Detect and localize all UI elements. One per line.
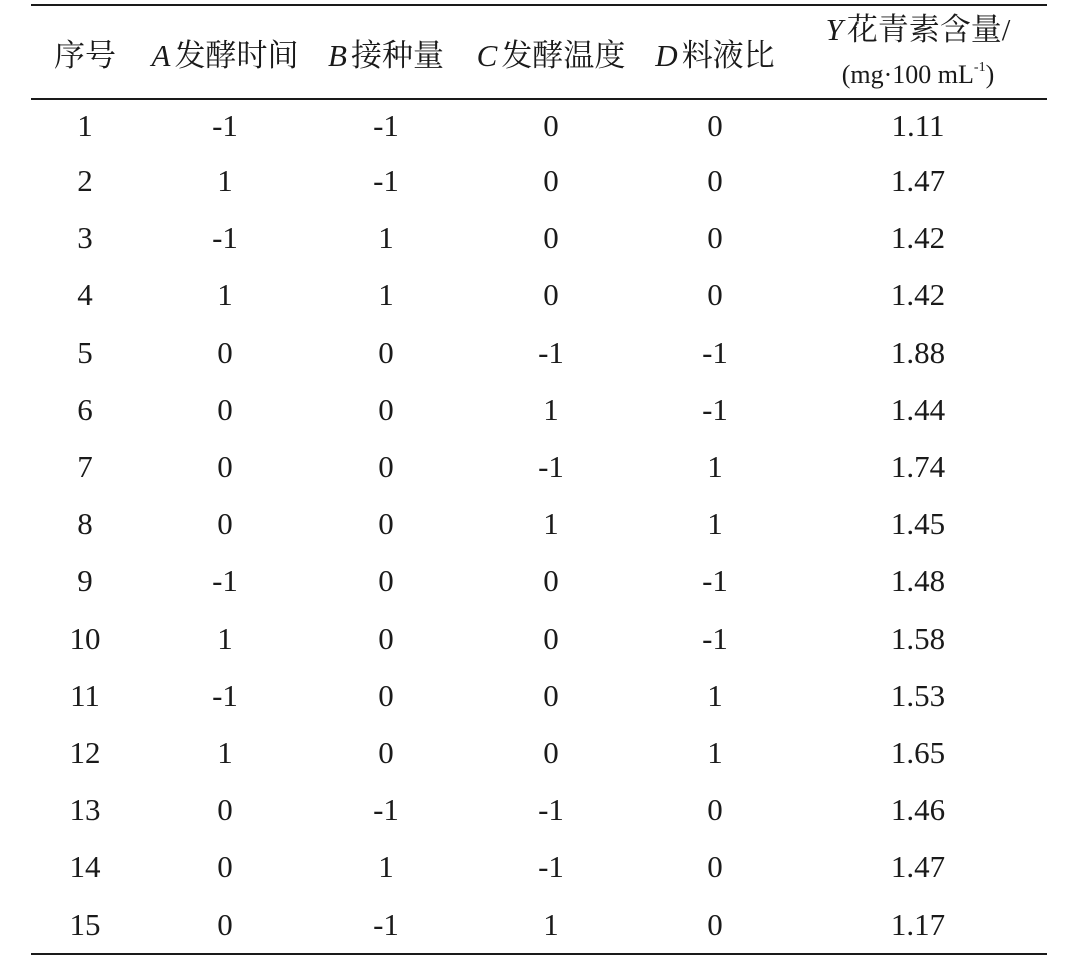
table-row xyxy=(31,267,1047,324)
cell-factor-d: -1 xyxy=(702,391,728,427)
cell-factor-d: 0 xyxy=(707,163,723,199)
cell-response-y: 1.47 xyxy=(890,849,946,885)
cell-response-y: 1.44 xyxy=(890,391,946,427)
cell-factor-b: -1 xyxy=(373,108,399,143)
cell-factor-a: 1 xyxy=(217,163,233,199)
cell-factor-a: -1 xyxy=(212,563,238,599)
cell-index: 11 xyxy=(70,677,100,713)
results-table xyxy=(31,6,1047,98)
cell-index: 15 xyxy=(69,906,101,942)
table-row xyxy=(31,153,1047,210)
cell-factor-d: 1 xyxy=(707,734,723,770)
data-table xyxy=(31,4,1047,955)
cell-factor-c: 1 xyxy=(543,391,559,427)
cell-index: 7 xyxy=(77,449,93,485)
cell-factor-a: 0 xyxy=(217,506,233,542)
cell-factor-c: 0 xyxy=(543,220,559,256)
cell-index: 6 xyxy=(77,391,93,427)
cell-factor-b: 1 xyxy=(378,220,394,256)
cell-factor-a: 0 xyxy=(217,849,233,885)
cell-factor-b: 0 xyxy=(378,391,394,427)
cell-factor-d: 0 xyxy=(707,108,723,143)
cell-factor-a: 0 xyxy=(217,906,233,942)
cell-response-y: 1.46 xyxy=(890,792,946,828)
header-factor-b: B 接种量 xyxy=(328,37,444,73)
header-y-unit: (mg·100 $mL^{-1}$) xyxy=(841,59,995,89)
cell-factor-d: -1 xyxy=(702,620,728,656)
cell-response-y: 1.58 xyxy=(890,620,946,656)
header-index: 序号 xyxy=(54,37,116,73)
cell-factor-c: -1 xyxy=(538,334,564,370)
cell-factor-b: 1 xyxy=(378,849,394,885)
cell-response-y: 1.45 xyxy=(890,506,946,542)
cell-response-y: 1.88 xyxy=(890,334,946,370)
cell-index: 3 xyxy=(77,220,93,256)
cell-factor-c: -1 xyxy=(538,449,564,485)
cell-response-y: 1.48 xyxy=(890,563,946,599)
cell-factor-d: 1 xyxy=(707,506,723,542)
table-row xyxy=(31,324,1047,381)
cell-factor-b: -1 xyxy=(373,163,399,199)
cell-factor-a: 0 xyxy=(217,792,233,828)
table-row xyxy=(31,667,1047,724)
cell-response-y: 1.53 xyxy=(890,677,946,713)
cell-index: 14 xyxy=(69,849,101,885)
cell-index: 2 xyxy=(77,163,93,199)
cell-factor-a: -1 xyxy=(212,108,238,143)
cell-factor-c: 0 xyxy=(543,108,559,143)
cell-index: 8 xyxy=(77,506,93,542)
table-row xyxy=(31,896,1047,953)
cell-response-y: 1.17 xyxy=(890,906,946,942)
cell-factor-b: 1 xyxy=(378,277,394,313)
cell-factor-d: 0 xyxy=(707,906,723,942)
cell-factor-c: 1 xyxy=(543,906,559,942)
cell-factor-d: 0 xyxy=(707,220,723,256)
cell-factor-c: 0 xyxy=(543,677,559,713)
cell-factor-b: -1 xyxy=(373,906,399,942)
cell-index: 9 xyxy=(77,563,93,599)
cell-factor-a: -1 xyxy=(212,220,238,256)
cell-response-y: 1.65 xyxy=(890,734,946,770)
cell-factor-a: 1 xyxy=(217,734,233,770)
cell-factor-a: 1 xyxy=(217,620,233,656)
cell-response-y: 1.11 xyxy=(891,108,945,143)
cell-response-y: 1.42 xyxy=(890,277,946,313)
table-row xyxy=(31,210,1047,267)
cell-index: 13 xyxy=(69,792,101,828)
cell-factor-c: -1 xyxy=(538,792,564,828)
header-factor-a: A 发酵时间 xyxy=(151,37,299,73)
cell-factor-c: 0 xyxy=(543,163,559,199)
cell-factor-b: 0 xyxy=(378,734,394,770)
table-row xyxy=(31,839,1047,896)
cell-factor-d: 1 xyxy=(707,449,723,485)
cell-factor-b: 0 xyxy=(378,677,394,713)
table-row xyxy=(31,553,1047,610)
cell-factor-d: 1 xyxy=(707,677,723,713)
cell-factor-a: 0 xyxy=(217,449,233,485)
cell-factor-b: 0 xyxy=(378,563,394,599)
results-table-body xyxy=(31,100,1047,954)
table-row xyxy=(31,100,1047,153)
table-bottom-rule xyxy=(31,953,1047,955)
cell-response-y: 1.74 xyxy=(890,449,946,485)
cell-factor-d: 0 xyxy=(707,277,723,313)
cell-factor-a: 0 xyxy=(217,334,233,370)
cell-factor-c: -1 xyxy=(538,849,564,885)
header-factor-c: C 发酵温度 xyxy=(476,37,626,73)
cell-factor-d: -1 xyxy=(702,334,728,370)
cell-factor-c: 0 xyxy=(543,620,559,656)
cell-factor-a: 0 xyxy=(217,391,233,427)
header-response-y xyxy=(789,6,1047,98)
table-row xyxy=(31,610,1047,667)
cell-index: 12 xyxy=(69,734,101,770)
cell-index: 4 xyxy=(77,277,93,313)
table-row xyxy=(31,381,1047,438)
cell-factor-b: 0 xyxy=(378,449,394,485)
header-factor-d: D 料液比 xyxy=(655,37,775,73)
cell-index: 1 xyxy=(77,108,93,143)
cell-factor-c: 0 xyxy=(543,277,559,313)
cell-factor-b: 0 xyxy=(378,334,394,370)
cell-factor-d: 0 xyxy=(707,792,723,828)
cell-index: 10 xyxy=(69,620,101,656)
cell-response-y: 1.47 xyxy=(890,163,946,199)
table-row xyxy=(31,438,1047,495)
table-row xyxy=(31,496,1047,553)
cell-factor-b: 0 xyxy=(378,620,394,656)
table-row xyxy=(31,782,1047,839)
cell-factor-c: 0 xyxy=(543,563,559,599)
cell-factor-a: 1 xyxy=(217,277,233,313)
header-y-title: Y 花青素含量/ xyxy=(825,11,1011,47)
cell-factor-d: -1 xyxy=(702,563,728,599)
table-row xyxy=(31,724,1047,781)
cell-factor-a: -1 xyxy=(212,677,238,713)
header-row xyxy=(31,6,1047,98)
cell-index: 5 xyxy=(77,334,93,370)
cell-factor-b: -1 xyxy=(373,792,399,828)
cell-response-y: 1.42 xyxy=(890,220,946,256)
cell-factor-c: 1 xyxy=(543,506,559,542)
cell-factor-d: 0 xyxy=(707,849,723,885)
cell-factor-b: 0 xyxy=(378,506,394,542)
cell-factor-c: 0 xyxy=(543,734,559,770)
